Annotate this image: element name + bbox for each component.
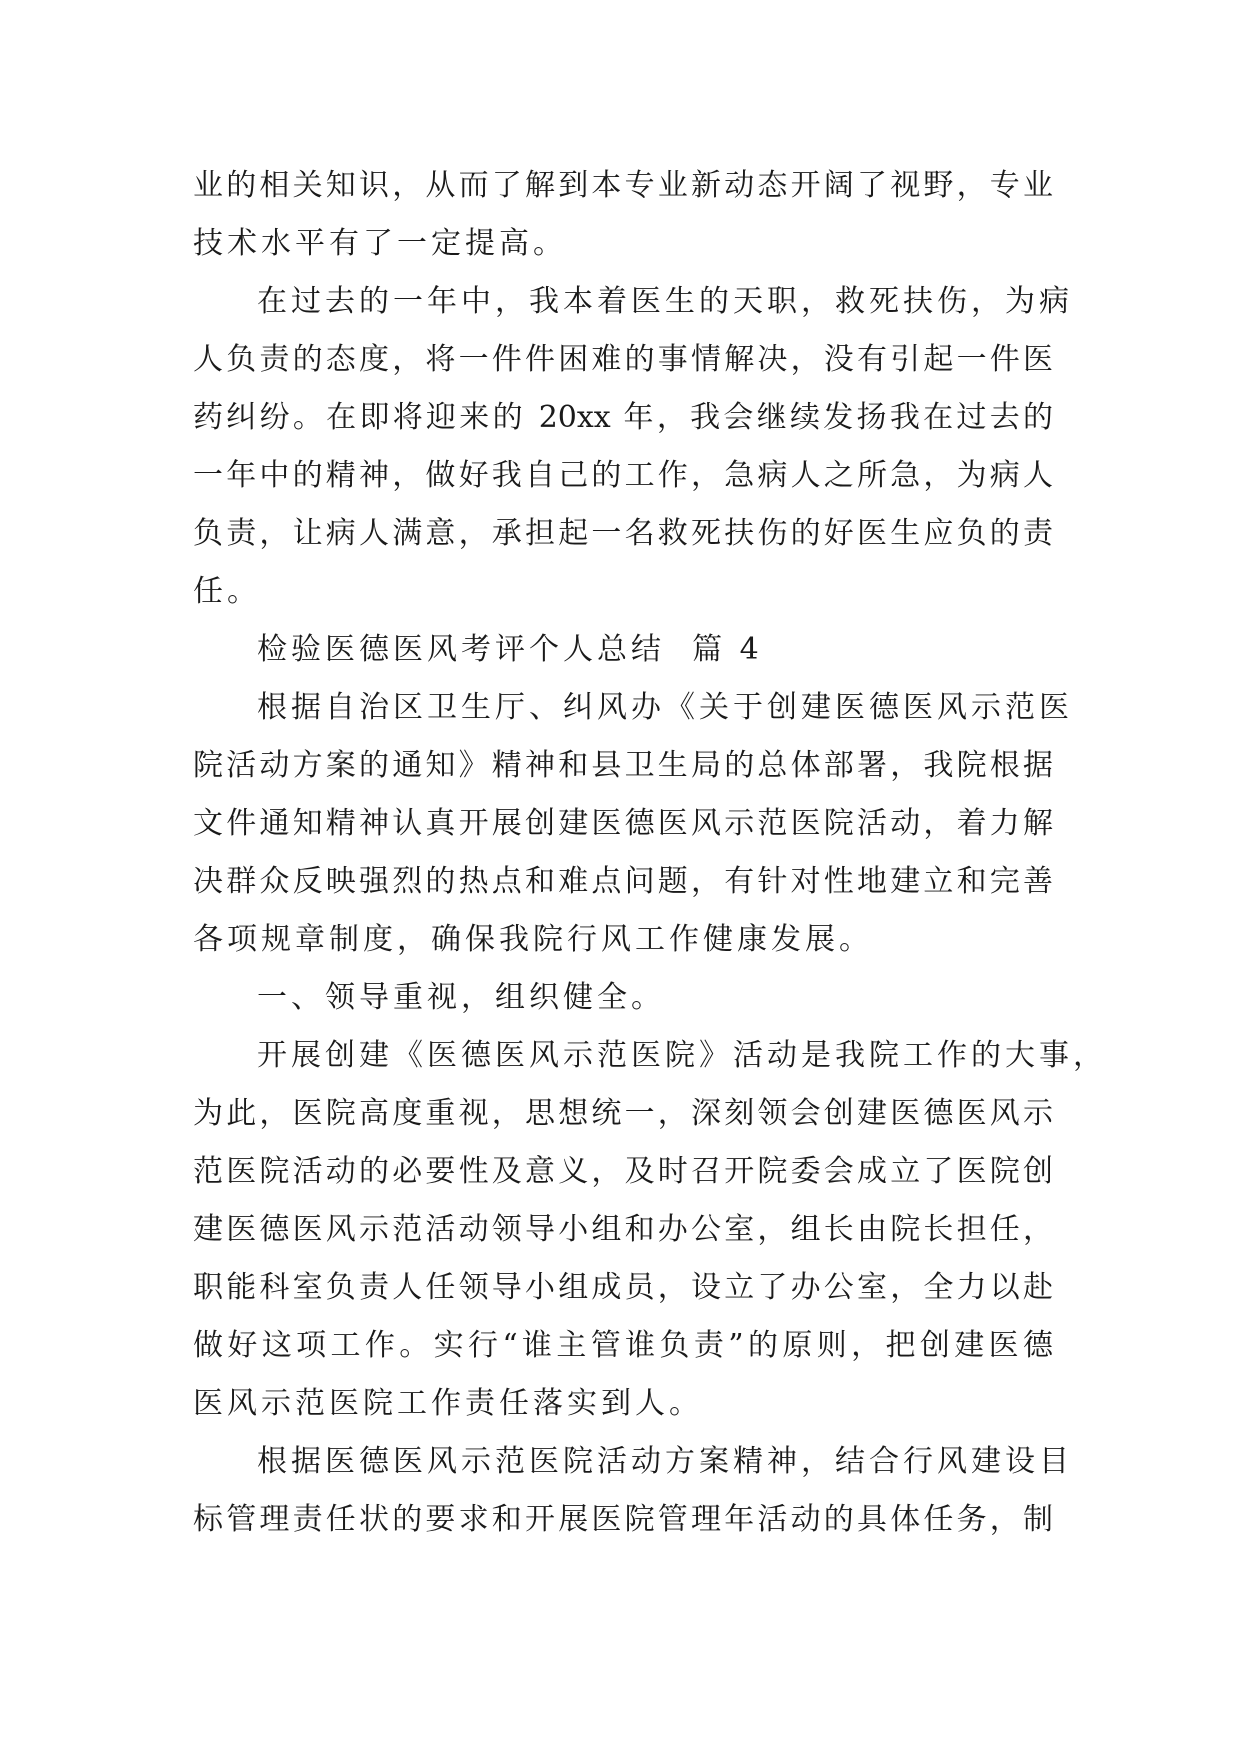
heading-text: 检验医德医风考评个人总结 篇 4 xyxy=(257,632,763,667)
text-line: 建医德医风示范活动领导小组和办公室，组长由院长担任， xyxy=(193,1212,1053,1247)
paragraph xyxy=(193,1027,1107,1433)
text-line: 在过去的一年中，我本着医生的天职，救死扶伤，为病 xyxy=(257,284,1073,319)
paragraph xyxy=(193,273,1073,621)
text-line: 人负责的态度，将一件件困难的事情解决，没有引起一件医 xyxy=(193,342,1053,377)
text-line: 各项规章制度，确保我院行风工作健康发展。 xyxy=(193,922,873,957)
section-heading xyxy=(193,621,1053,679)
document-body xyxy=(193,157,1107,1549)
text-line: 做好这项工作。实行“谁主管谁负责”的原则，把创建医德 xyxy=(193,1328,1053,1363)
text-line: 业的相关知识，从而了解到本专业新动态开阔了视野，专业 xyxy=(193,168,1053,203)
text-line: 标管理责任状的要求和开展医院管理年活动的具体任务，制 xyxy=(193,1502,1053,1537)
text-line: 为此，医院高度重视，思想统一，深刻领会创建医德医风示 xyxy=(193,1096,1053,1131)
text-line: 药纠纷。在即将迎来的 20xx 年，我会继续发扬我在过去的 xyxy=(193,400,1053,435)
text-line: 文件通知精神认真开展创建医德医风示范医院活动，着力解 xyxy=(193,806,1053,841)
text-line: 院活动方案的通知》精神和县卫生局的总体部署，我院根据 xyxy=(193,748,1053,783)
subsection-heading xyxy=(193,969,1053,1027)
text-line: 决群众反映强烈的热点和难点问题，有针对性地建立和完善 xyxy=(193,864,1053,899)
text-line: 技术水平有了一定提高。 xyxy=(193,226,567,261)
text-line: 医风示范医院工作责任落实到人。 xyxy=(193,1386,703,1421)
subsection-text: 一、领导重视，组织健全。 xyxy=(257,980,665,1015)
text-line: 范医院活动的必要性及意义，及时召开院委会成立了医院创 xyxy=(193,1154,1053,1189)
text-line: 职能科室负责人任领导小组成员，设立了办公室，全力以赴 xyxy=(193,1270,1053,1305)
text-line: 根据自治区卫生厅、纠风办《关于创建医德医风示范医 xyxy=(257,690,1073,725)
text-line: 负责，让病人满意，承担起一名救死扶伤的好医生应负的责 xyxy=(193,516,1053,551)
text-line: 根据医德医风示范医院活动方案精神，结合行风建设目 xyxy=(257,1444,1073,1479)
paragraph xyxy=(193,679,1073,969)
paragraph xyxy=(193,1433,1073,1549)
text-line: 一年中的精神，做好我自己的工作，急病人之所急，为病人 xyxy=(193,458,1053,493)
text-line: 任。 xyxy=(193,574,261,609)
text-line: 开展创建《医德医风示范医院》活动是我院工作的大事， xyxy=(257,1038,1107,1073)
paragraph-continuation xyxy=(193,157,1053,273)
